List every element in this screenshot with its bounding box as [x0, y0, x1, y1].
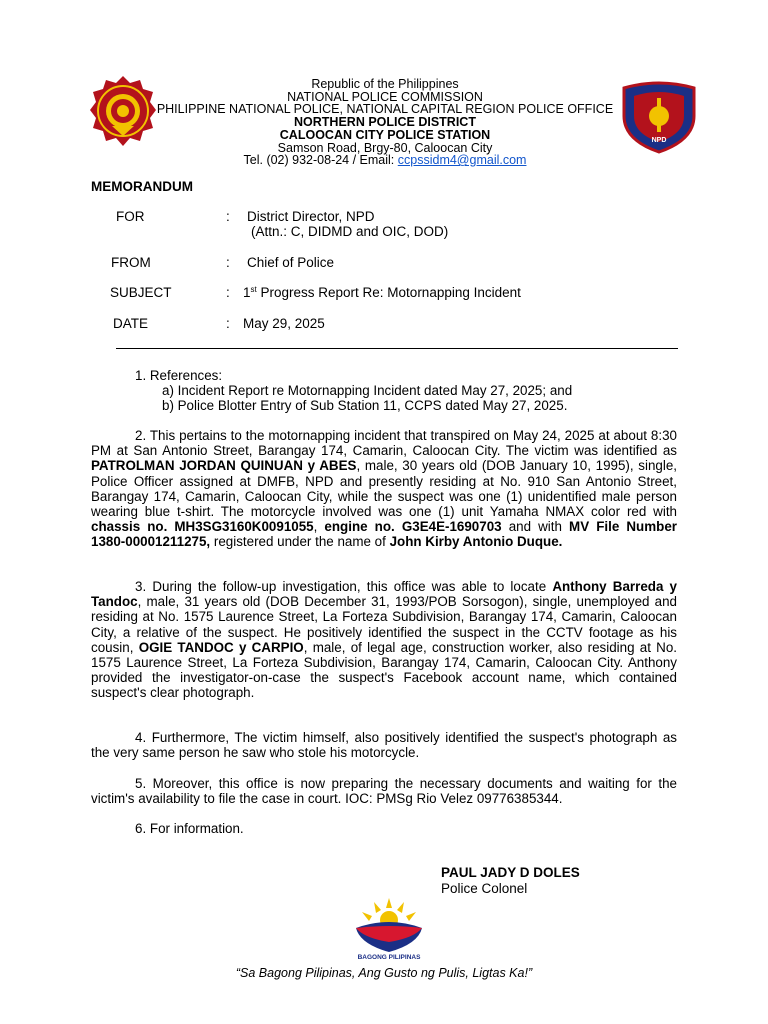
paragraph-5: 5. Moreover, this office is now preparing the necessary documents and waiting for the victim's availability to file the case in court. IOC: PMSg Rio Velez 09776385344. — [91, 776, 677, 807]
from-label: FROM — [111, 255, 151, 270]
subject-colon: : — [226, 285, 230, 300]
letterhead-line-6: Samson Road, Brgy-80, Caloocan City — [277, 140, 493, 155]
subject-value: 1st Progress Report Re: Motornapping Incident — [243, 285, 521, 300]
from-colon: : — [226, 255, 230, 270]
for-value-attn: (Attn.: C, DIDMD and OIC, DOD) — [251, 224, 449, 239]
subject-label: SUBJECT — [110, 285, 172, 300]
date-label: DATE — [113, 316, 149, 331]
seal-npd-text: NPD — [651, 137, 667, 144]
reference-a: a) Incident Report re Motornapping Incident dated May 27, 2025; and — [162, 383, 573, 398]
reference-b: b) Police Blotter Entry of Sub Station 11, CCPS dated May 27, 2025. — [162, 398, 568, 413]
paragraph-4: 4. Furthermore, The victim himself, also positively identified the suspect's photograph as the very same person he saw who stole his motorcycle. — [91, 730, 677, 761]
from-value: Chief of Police — [247, 255, 335, 270]
letterhead-line-2: NATIONAL POLICE COMMISSION — [287, 89, 483, 104]
letterhead-line-5: CALOOCAN CITY POLICE STATION — [279, 127, 491, 142]
for-value: District Director, NPD — [247, 209, 375, 224]
tel-label: Tel. (02) 932-08-24 / Email: — [243, 153, 398, 168]
date-colon: : — [226, 316, 230, 331]
paragraph-2: 2. This pertains to the motornapping incident that transpired on May 24, 2025 at about 8:30 PM at San Antonio Street, Barangay 174, Camarin, Caloocan City. The victim was identified as PATROLMAN JORDAN QUINUAN y ABES, male, 30 years old (DOB January 10, 1995), single, Police Officer assigned at DMFB, NPD and presently residing at No. 910 San Antonio Street, Barangay 174, Camarin, Caloocan City, while the suspect was one (1) unidentified male person wearing blue t-shirt. The motorcycle involved was one (1) unit Yamaha NMAX color red with chassis no. MH3SG3160K0091055, engine no. G3E4E-1690703 and with MV File Number 1380-00001211275, registered under the name of John Kirby Antonio Duque. — [91, 428, 677, 550]
bagong-pilipinas-logo-icon — [348, 894, 430, 960]
email-link[interactable]: ccpssidm4@gmail.com — [397, 153, 527, 168]
letterhead-line-4: NORTHERN POLICE DISTRICT — [294, 115, 476, 130]
date-value: May 29, 2025 — [243, 316, 325, 331]
header-divider — [116, 348, 678, 349]
bagong-pilipinas-text: BAGONG PILIPINAS — [357, 954, 421, 960]
letterhead — [150, 78, 620, 167]
caloocan-police-seal-icon — [620, 78, 698, 154]
signatory-name: PAUL JADY D DOLES — [441, 865, 580, 880]
signatory-rank: Police Colonel — [441, 881, 528, 896]
letterhead-contact — [150, 154, 620, 167]
pnp-seal-icon — [88, 74, 158, 150]
letterhead-line-3: PHILIPPINE NATIONAL POLICE, NATIONAL CAPITAL REGION POLICE OFFICE — [156, 102, 614, 117]
paragraph-6: 6. For information. — [135, 821, 244, 836]
memo-title: MEMORANDUM — [91, 179, 193, 194]
for-label: FOR — [116, 209, 145, 224]
references-heading: 1. References: — [135, 368, 223, 383]
footer-motto: “Sa Bagong Pilipinas, Ang Gusto ng Pulis, Ligtas Ka!” — [235, 966, 533, 980]
letterhead-line-1: Republic of the Philippines — [311, 77, 459, 91]
paragraph-3: 3. During the follow-up investigation, this office was able to locate Anthony Barreda y Tandoc, male, 31 years old (DOB December 31, 1993/POB Sorsogon), single, unemployed and residing at No. 1575 Laurence Street, La Forteza Subdivision, Barangay 174, Camarin, Caloocan City, a relative of the suspect. He positively identified the suspect in the CCTV footage as his cousin, OGIE TANDOC y CARPIO, male, of legal age, construction worker, also residing at No. 1575 Laurence Street, La Forteza Subdivision, Barangay 174, Camarin, Caloocan City. Anthony provided the investigator-on-case the suspect's Facebook account name, which contained suspect's clear photograph. — [91, 579, 678, 701]
for-colon: : — [226, 209, 230, 224]
